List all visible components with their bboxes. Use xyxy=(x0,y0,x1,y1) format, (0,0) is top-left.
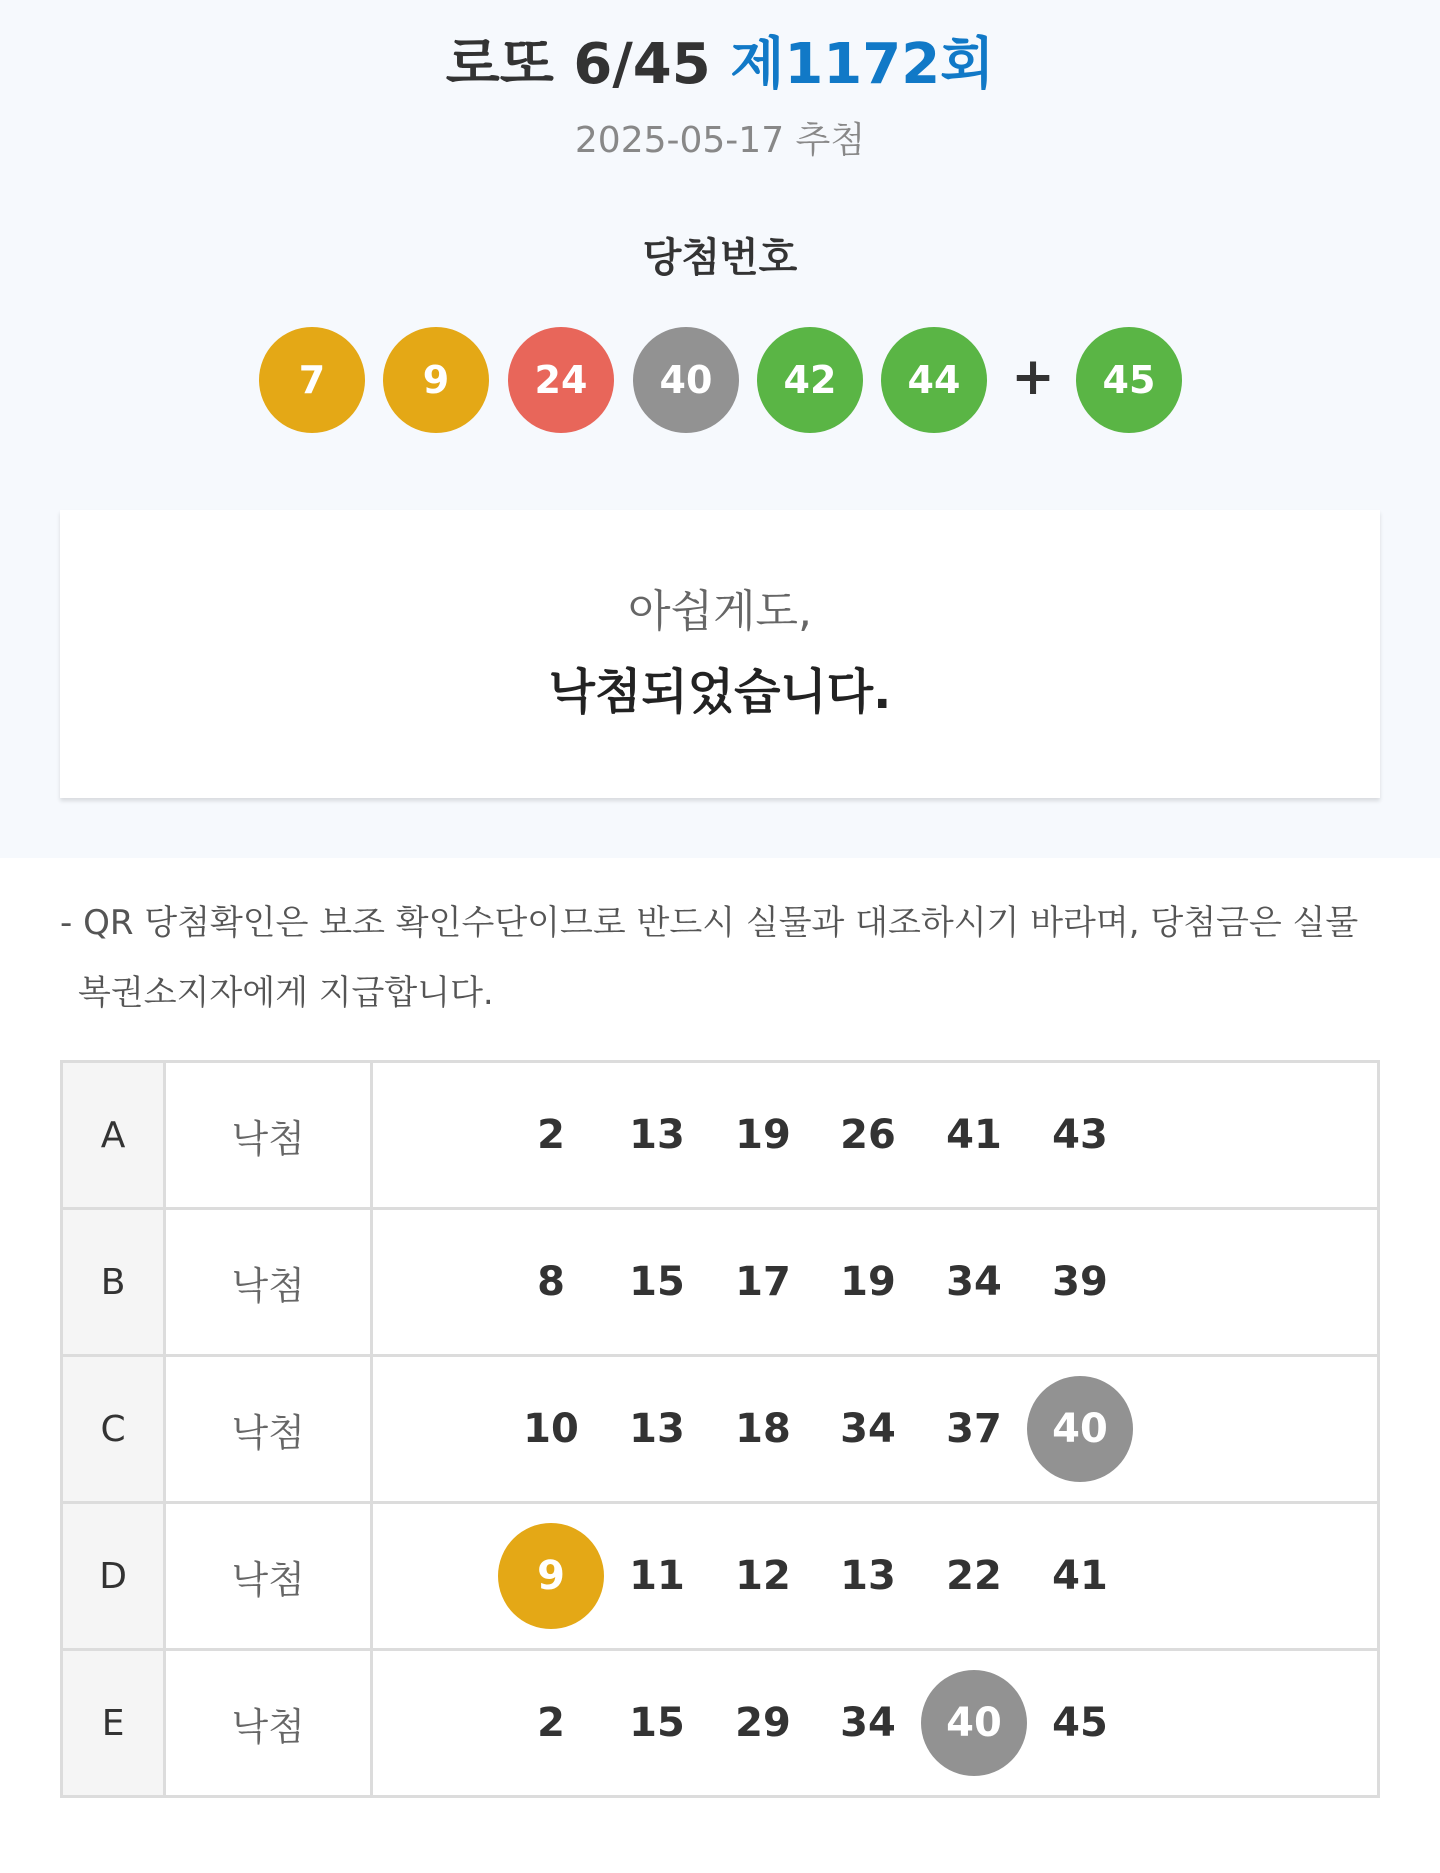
plus-sign: + xyxy=(1011,347,1055,407)
ticket-number: 18 xyxy=(735,1406,791,1452)
ticket-number: 13 xyxy=(629,1112,685,1158)
result-message-main: 낙첨되었습니다. xyxy=(548,664,892,720)
ticket-numbers-row xyxy=(373,1210,1377,1354)
ticket-number: 13 xyxy=(629,1406,685,1452)
ticket-number: 45 xyxy=(1052,1700,1108,1746)
ticket-result: 낙첨 xyxy=(165,1503,372,1650)
ticket-result: 낙첨 xyxy=(165,1650,372,1797)
result-card xyxy=(60,510,1380,798)
bonus-ball: 45 xyxy=(1076,327,1182,433)
ticket-number: 43 xyxy=(1052,1112,1108,1158)
ticket-number: 41 xyxy=(1052,1553,1108,1599)
winning-ball: 9 xyxy=(383,327,489,433)
ticket-letter: C xyxy=(62,1356,165,1503)
ticket-numbers-row xyxy=(373,1504,1377,1648)
ticket-number: 34 xyxy=(946,1259,1002,1305)
notice-line-1: - QR 당첨확인은 보조 확인수단이므로 반드시 실물과 대조하시기 바라며, 당첨금은 실물 xyxy=(60,903,1359,943)
ticket-numbers xyxy=(372,1503,1379,1650)
winning-ball: 44 xyxy=(881,327,987,433)
winning-numbers xyxy=(0,327,1440,433)
ticket-result: 낙첨 xyxy=(165,1209,372,1356)
ticket-table xyxy=(60,1060,1380,1798)
ticket-number: 34 xyxy=(840,1406,896,1452)
ticket-number: 2 xyxy=(537,1112,565,1158)
ticket-number: 12 xyxy=(735,1553,791,1599)
draw-result-section xyxy=(0,0,1440,858)
ticket-result: 낙첨 xyxy=(165,1062,372,1209)
ticket-number: 41 xyxy=(946,1112,1002,1158)
lotto-title: 로또 6/45 xyxy=(445,32,711,97)
table-row xyxy=(62,1650,1379,1797)
ticket-numbers-row xyxy=(373,1063,1377,1207)
ticket-number: 13 xyxy=(840,1553,896,1599)
table-row xyxy=(62,1503,1379,1650)
ticket-numbers xyxy=(372,1209,1379,1356)
winning-ball: 7 xyxy=(259,327,365,433)
qr-notice xyxy=(60,888,1380,1028)
ticket-letter: D xyxy=(62,1503,165,1650)
winning-ball: 40 xyxy=(633,327,739,433)
ticket-number: 19 xyxy=(735,1112,791,1158)
winning-numbers-label: 당첨번호 xyxy=(642,235,798,281)
table-row xyxy=(62,1209,1379,1356)
ticket-number: 15 xyxy=(629,1700,685,1746)
winning-ball: 42 xyxy=(757,327,863,433)
table-row xyxy=(62,1356,1379,1503)
ticket-number: 29 xyxy=(735,1700,791,1746)
ticket-letter: E xyxy=(62,1650,165,1797)
ticket-number: 2 xyxy=(537,1700,565,1746)
ticket-numbers xyxy=(372,1356,1379,1503)
round-number: 제1172회 xyxy=(730,32,995,97)
table-row xyxy=(62,1062,1379,1209)
ticket-numbers-row xyxy=(373,1357,1377,1501)
ticket-number: 34 xyxy=(840,1700,896,1746)
ticket-number: 10 xyxy=(523,1406,579,1452)
ticket-number: 26 xyxy=(840,1112,896,1158)
ticket-letter: B xyxy=(62,1209,165,1356)
matched-number: 40 xyxy=(1027,1376,1133,1482)
ticket-letter: A xyxy=(62,1062,165,1209)
draw-date: 2025-05-17 추첨 xyxy=(574,120,866,161)
ticket-number: 11 xyxy=(629,1553,685,1599)
ticket-number: 17 xyxy=(735,1259,791,1305)
result-message-sub: 아쉽게도, xyxy=(627,586,812,637)
ticket-numbers xyxy=(372,1062,1379,1209)
ticket-number: 19 xyxy=(840,1259,896,1305)
ticket-number: 22 xyxy=(946,1553,1002,1599)
page-title xyxy=(0,30,1440,100)
ticket-result: 낙첨 xyxy=(165,1356,372,1503)
matched-number: 9 xyxy=(498,1523,604,1629)
ticket-number: 15 xyxy=(629,1259,685,1305)
notice-line-2: 복권소지자에게 지급합니다. xyxy=(78,973,494,1013)
ticket-number: 39 xyxy=(1052,1259,1108,1305)
ticket-number: 37 xyxy=(946,1406,1002,1452)
ticket-numbers xyxy=(372,1650,1379,1797)
ticket-numbers-row xyxy=(373,1651,1377,1795)
winning-ball: 24 xyxy=(508,327,614,433)
matched-number: 40 xyxy=(921,1670,1027,1776)
ticket-number: 8 xyxy=(537,1259,565,1305)
